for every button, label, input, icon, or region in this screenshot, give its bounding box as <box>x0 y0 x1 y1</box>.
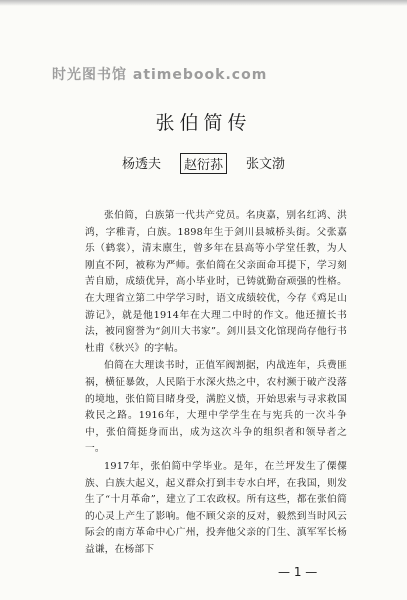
author-2-boxed: 赵衍荪 <box>180 153 227 174</box>
page-title: 张伯简传 <box>155 112 252 134</box>
body-text <box>85 208 347 559</box>
watermark: 时光图书馆 atimebook.com <box>52 67 268 83</box>
author-1: 杨透夫 <box>121 157 161 172</box>
top-edge-shadow <box>0 0 407 6</box>
author-line <box>0 153 407 174</box>
paragraph-2: 伯简在大理读书时，正值军阀割据，内战连年，兵费匪祸，横征暴敛，人民陷于水深火热之中，农村濒于破产没落的境地，张伯简目睹身受，满腔义愤，开始思索与寻求救国救民之路。1916年，大理中学学生在与宪兵的一次斗争中，张伯简挺身而出，成为这次斗争的组织者和领导者之一。 <box>85 360 347 455</box>
paragraph-1: 张伯简，白族第一代共产党员。名庚嘉，别名红鸿、洪鸿，字稚青，白族。1898年生于剑川县城桥头街。父张嘉乐（鹤裳），清末廪生，曾多年在县高等小学堂任教，为人刚直不阿，被称为严师。张伯简在父亲面命耳提下，学习刻苦自励，成绩优异，高小毕业时，已铸就勤奋顽强的性格。在大理省立第二中学学习时，语文成绩较优，今存《鸡足山游记》，就是他1914年在大理二中时的作文。他还擅长书法，被同窗誉为“剑川大书家”。剑川县文化馆现尚存他行书杜甫《秋兴》的字帖。 <box>85 210 347 354</box>
paragraph-3: 1917年，张伯简中学毕业。是年，在兰坪发生了傈僳族、白族大起义，起义群众打到丰专水白坪，在我国，则发生了“十月革命”，建立了工农政权。所有这些，都在张伯简的心灵上产生了影响。他不顾父亲的反对，毅然到当时风云际会的南方革命中心广州，投奔他父亲的门生、滇军军长杨益谦，在杨部下 <box>85 460 347 555</box>
page-number: — 1 — <box>278 565 318 579</box>
author-3: 张文渤 <box>246 157 286 172</box>
